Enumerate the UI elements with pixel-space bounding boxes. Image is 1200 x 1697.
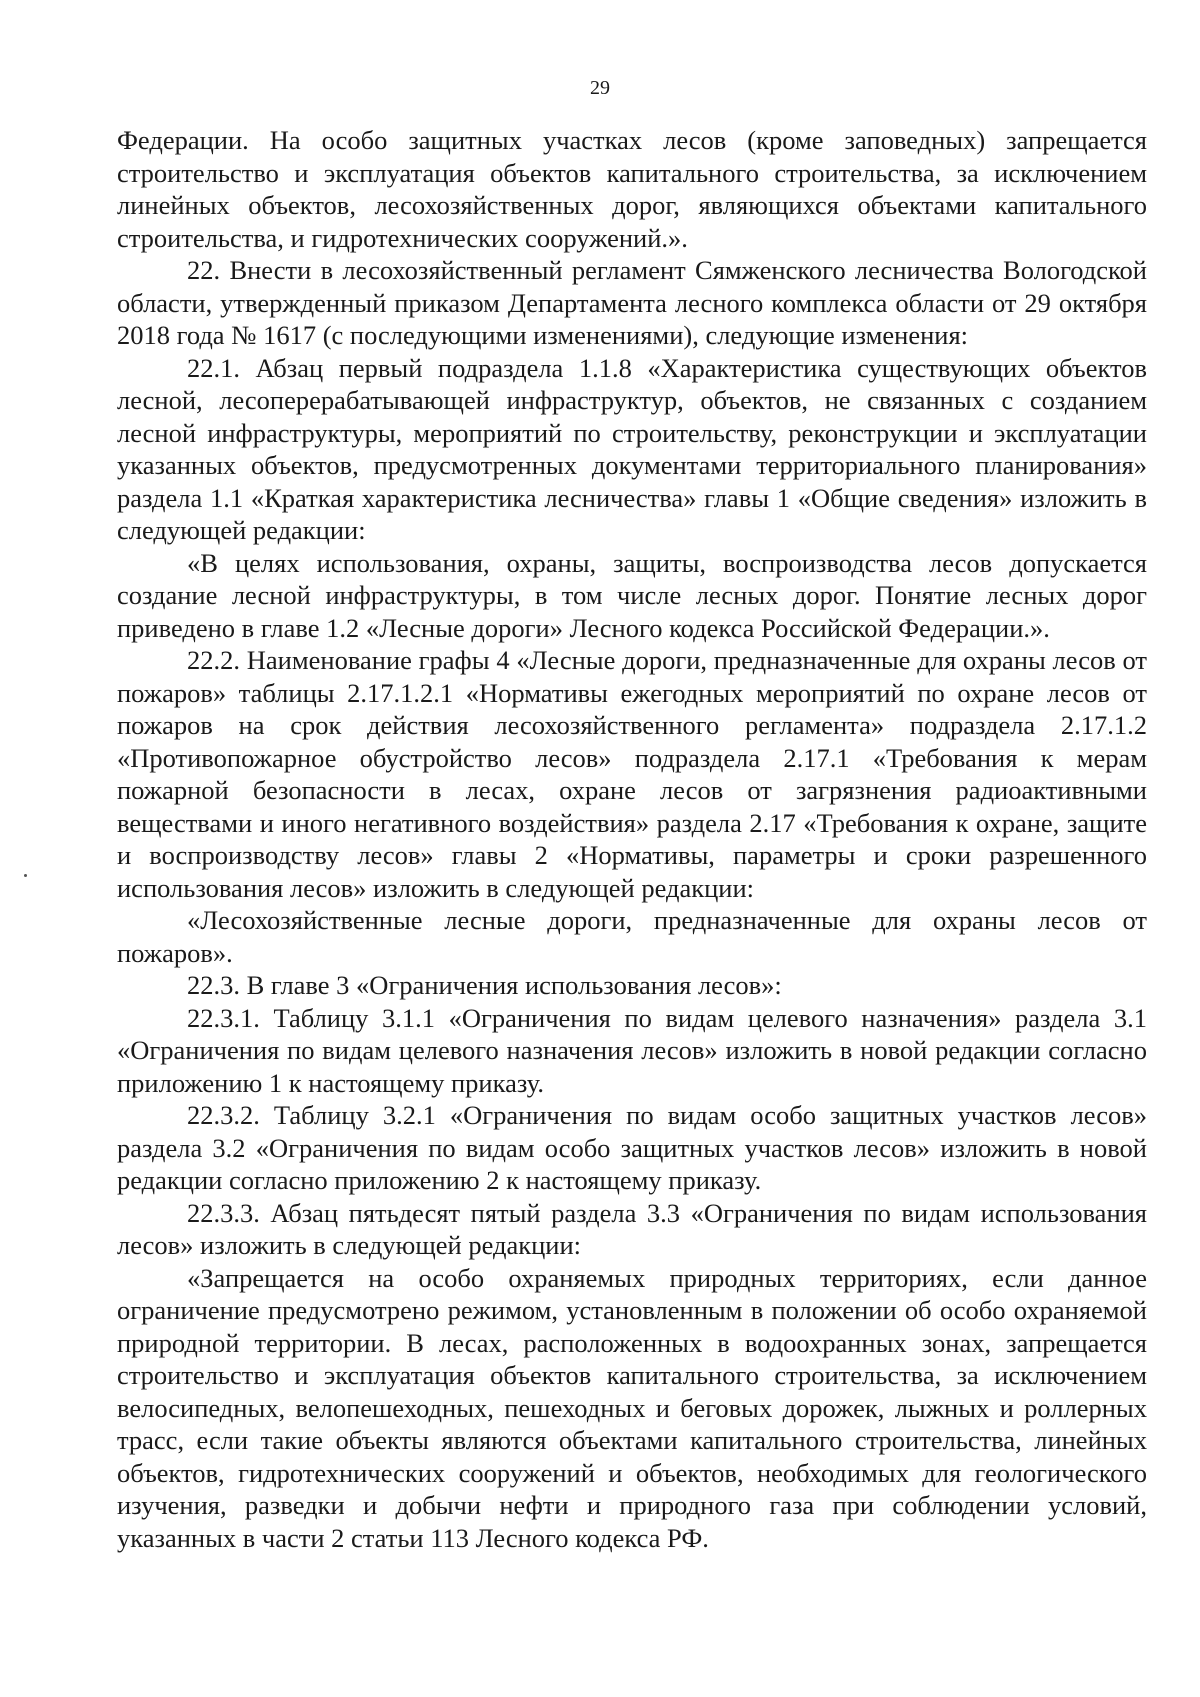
paragraph-item-22-3: 22.3. В главе 3 «Ограничения использования лесов»: <box>187 970 782 1000</box>
scan-artifact-dot <box>24 874 27 877</box>
paragraph-item-22-3-1: 22.3.1. Таблицу 3.1.1 «Ограничения по видам целевого назначения» раздела 3.1 «Ограничения по видам целевого назначения лесов» изложить в новой редакции согласно приложению 1 к настоящему приказу. <box>117 1002 1147 1098</box>
paragraph-item-22-1: 22.1. Абзац первый подраздела 1.1.8 «Характеристика существующих объектов лесной, лесоперерабатывающей инфраструктур, объектов, не связанных с созданием лесной инфраструктуры, мероприятий по строительству, реконструкции и эксплуатации указанных объектов, предусмотренных документами территориального планирования» раздела 1.1 «Краткая характеристика лесничества» главы 1 «Общие сведения» изложить в следующей редакции: <box>117 352 1147 545</box>
document-body <box>117 124 1147 1554</box>
paragraph-quote-22-1: «В целях использования, охраны, защиты, воспроизводства лесов допускается создание лесной инфраструктуры, в том числе лесных дорог. Понятие лесных дорог приведено в главе 1.2 «Лесные дороги» Лесного кодекса Российской Федерации.». <box>117 547 1147 643</box>
paragraph-quote-22-3-3: «Запрещается на особо охраняемых природных территориях, если данное ограничение предусмотрено режимом, установленным в положении об особо охраняемой природной территории. В лесах, расположенных в водоохранных зонах, запрещается строительство и эксплуатация объектов капитального строительства, за исключением велосипедных, велопешеходных, пешеходных и беговых дорожек, лыжных и роллерных трасс, если такие объекты являются объектами капитального строительства, линейных объектов, гидротехнических сооружений и объектов, необходимых для геологического изучения, разведки и добычи нефти и природного газа при соблюдении условий, указанных в части 2 статьи 113 Лесного кодекса РФ. <box>117 1262 1147 1553</box>
page-number: 29 <box>590 77 610 99</box>
paragraph-item-22: 22. Внести в лесохозяйственный регламент Сямженского лесничества Вологодской области, утвержденный приказом Департамента лесного комплекса области от 29 октября 2018 года № 1617 (с последующими изменениями), следующие изменения: <box>117 255 1147 350</box>
paragraph-continuation: Федерации. На особо защитных участках лесов (кроме заповедных) запрещается строительство и эксплуатация объектов капитального строительства, за исключением линейных объектов, лесохозяйственных дорог, являющихся объектами капитального строительства, и гидротехнических сооружений.». <box>117 125 1147 253</box>
paragraph-item-22-2: 22.2. Наименование графы 4 «Лесные дороги, предназначенные для охраны лесов от пожаров» таблицы 2.17.1.2.1 «Нормативы ежегодных мероприятий по охране лесов от пожаров на срок действия лесохозяйственного регламента» подраздела 2.17.1.2 «Противопожарное обустройство лесов» подраздела 2.17.1 «Требования к мерам пожарной безопасности в лесах, охране лесов от загрязнения радиоактивными веществами и иного негативного воздействия» раздела 2.17 «Требования к охране, защите и воспроизводству лесов» главы 2 «Нормативы, параметры и сроки разрешенного использования лесов» изложить в следующей редакции: <box>117 645 1147 903</box>
paragraph-item-22-3-2: 22.3.2. Таблицу 3.2.1 «Ограничения по видам особо защитных участков лесов» раздела 3.2 «Ограничения по видам особо защитных участков лесов» изложить в новой редакции согласно приложению 2 к настоящему приказу. <box>117 1100 1147 1195</box>
paragraph-item-22-3-3: 22.3.3. Абзац пятьдесят пятый раздела 3.3 «Ограничения по видам использования лесов» изложить в следующей редакции: <box>117 1197 1147 1260</box>
paragraph-quote-22-2: «Лесохозяйственные лесные дороги, предназначенные для охраны лесов от пожаров». <box>117 905 1147 968</box>
